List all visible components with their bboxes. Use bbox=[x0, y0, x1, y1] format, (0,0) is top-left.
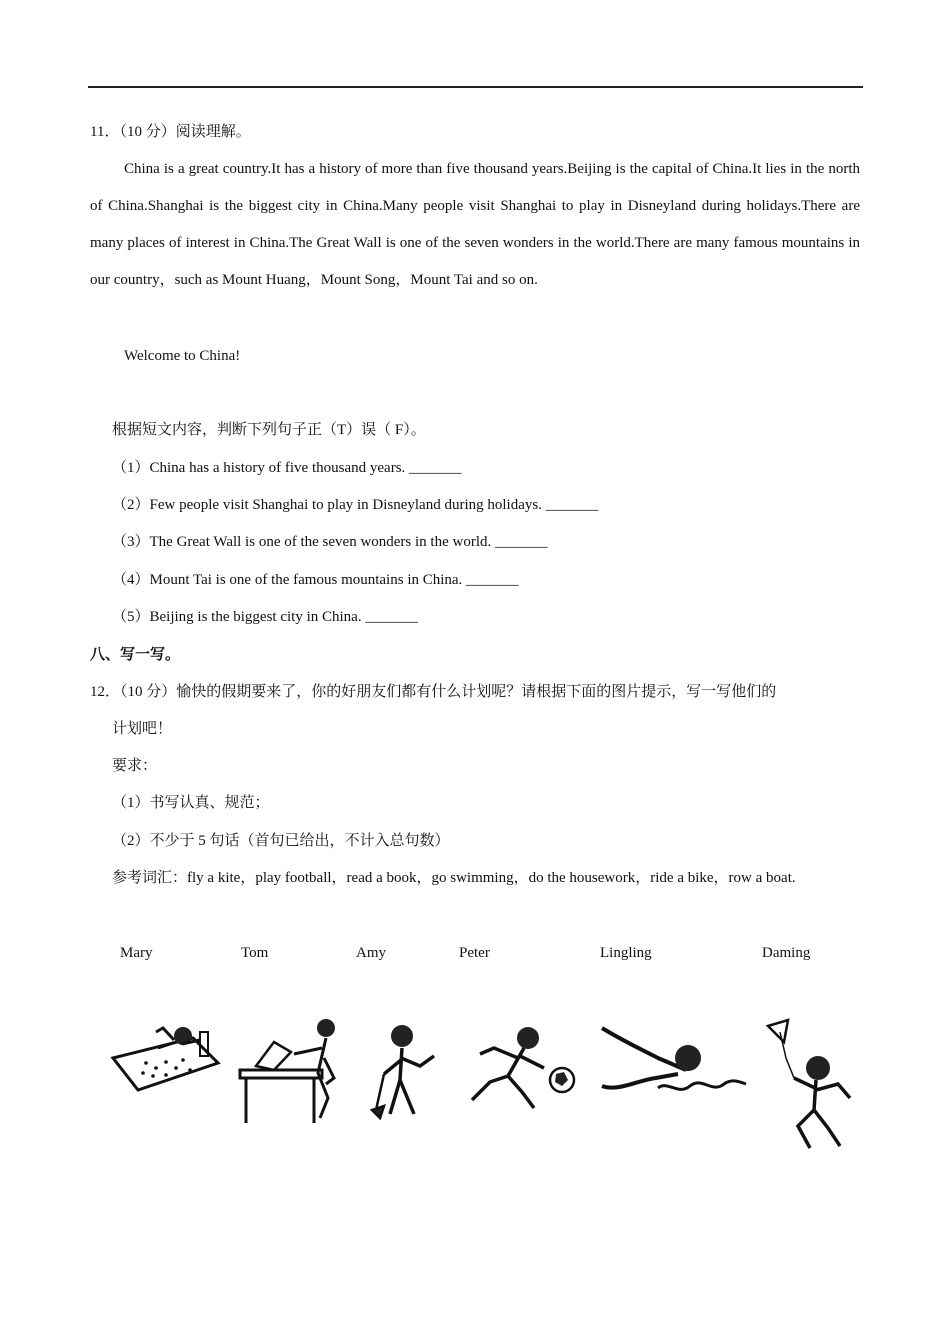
q11-item-1: （1）China has a history of five thousand years. _______ bbox=[112, 460, 462, 476]
q11-item-2: （2）Few people visit Shanghai to play in Disneyland during holidays. _______ bbox=[112, 497, 599, 513]
name-mary: Mary bbox=[120, 945, 153, 961]
q11-instruction: 根据短文内容，判断下列句子正（T）误（ F）。 bbox=[112, 422, 426, 438]
q12-requirement-2: （2）不少于 5 句话（首句已给出，不计入总句数） bbox=[112, 833, 450, 849]
q12-vocabulary: 参考词汇：fly a kite，play football，read a book，go swimming，do the housework，ride a bike，row a boat. bbox=[112, 870, 796, 886]
q11-item-3: （3）The Great Wall is one of the seven wonders in the world. _______ bbox=[112, 534, 548, 550]
q12-requirement-1: （1）书写认真、规范； bbox=[112, 795, 270, 811]
name-tom: Tom bbox=[241, 945, 269, 961]
reading-icon bbox=[236, 1018, 346, 1128]
q11-passage-closing: Welcome to China! bbox=[124, 348, 241, 364]
q11-heading: 11．（10 分）阅读理解。 bbox=[90, 124, 251, 140]
name-row bbox=[0, 945, 950, 967]
q11-item-4: （4）Mount Tai is one of the famous mountains in China. _______ bbox=[112, 572, 519, 588]
football-icon bbox=[460, 1018, 580, 1128]
header-rule bbox=[88, 86, 863, 88]
name-peter: Peter bbox=[459, 945, 490, 961]
q11-item-5: （5）Beijing is the biggest city in China. _______ bbox=[112, 609, 418, 625]
activity-pictures bbox=[108, 1018, 863, 1158]
name-daming: Daming bbox=[762, 945, 811, 961]
swimming-icon bbox=[598, 1018, 748, 1128]
q12-heading-cont: 计划吧！ bbox=[112, 721, 173, 737]
housework-icon bbox=[370, 1018, 450, 1128]
drawing-icon bbox=[108, 1018, 223, 1128]
q11-passage: China is a great country.It has a history of more than five thousand years.Beijing is the capital of China.It lies in the north of China.Shanghai is the biggest city in China.Many people visit Shanghai to play in Disneyland during holidays.There are many places of interest in China.The Great Wall is one of the seven wonders in the world.There are many famous mountains in our country，such as Mount Huang，Mount Song，Mount Tai and so on. bbox=[90, 161, 860, 288]
q12-requirements-label: 要求： bbox=[112, 758, 158, 774]
q12-heading: 12．（10 分）愉快的假期要来了，你的好朋友们都有什么计划呢？请根据下面的图片提示，写一写他们的 bbox=[90, 684, 777, 700]
name-lingling: Lingling bbox=[600, 945, 652, 961]
name-amy: Amy bbox=[356, 945, 386, 961]
kite-icon bbox=[758, 1018, 863, 1158]
section-8-title: 八、写一写。 bbox=[90, 647, 181, 663]
